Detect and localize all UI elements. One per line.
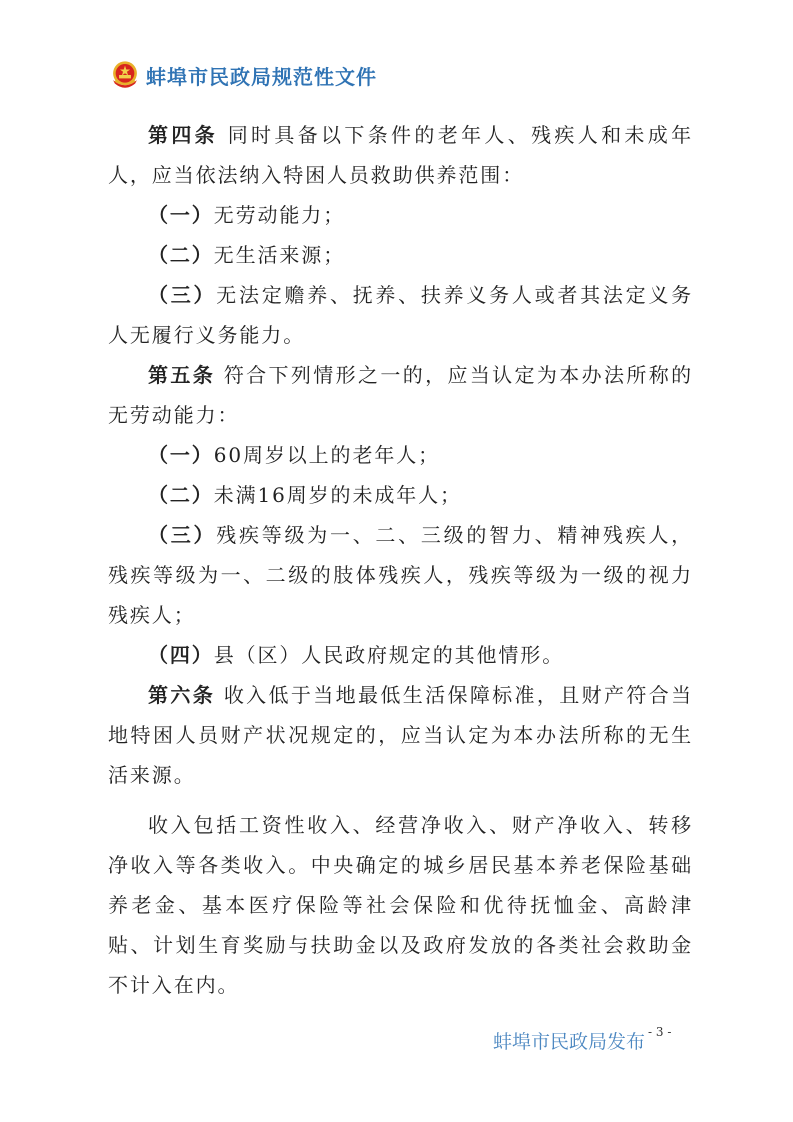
document-body [108, 115, 693, 1005]
paragraph-text: 无法定赡养、抚养、扶养义务人或者其法定义务人无履行义务能力。 [108, 283, 693, 347]
item-number: （二） [148, 243, 214, 267]
paragraph [108, 435, 693, 475]
document-footer [493, 1027, 671, 1054]
paragraph [108, 195, 693, 235]
paragraph [108, 635, 693, 675]
page-number: - 3 - [648, 1025, 672, 1039]
item-number: （三） [148, 523, 217, 547]
paragraph [108, 235, 693, 275]
article-number: 第五条 [148, 363, 216, 387]
paragraph-text: 同时具备以下条件的老年人、残疾人和未成年人，应当依法纳入特困人员救助供养范围： [108, 123, 693, 187]
paragraph-text: 收入包括工资性收入、经营净收入、财产净收入、转移净收入等各类收入。中央确定的城乡居民基本养老保险基础养老金、基本医疗保险等社会保险和优待抚恤金、高龄津贴、计划生育奖励与扶助金以及政府发放的各类社会救助金不计入在内。 [108, 813, 693, 997]
item-number: （三） [148, 283, 217, 307]
header-title: 蚌埠市民政局规范性文件 [146, 64, 377, 89]
article-number: 第四条 [148, 123, 219, 147]
paragraph [108, 515, 693, 635]
national-emblem-icon [108, 58, 142, 92]
item-number: （一） [148, 443, 214, 467]
article-number: 第六条 [148, 683, 216, 707]
paragraph [108, 115, 693, 195]
paragraph [108, 275, 693, 355]
item-number: （二） [148, 483, 214, 507]
paragraph-text: 未满16周岁的未成年人； [213, 483, 462, 507]
paragraph-text: 县（区）人民政府规定的其他情形。 [213, 643, 565, 667]
paragraph-text: 残疾等级为一、二、三级的智力、精神残疾人，残疾等级为一、二级的肢体残疾人，残疾等级为一级的视力残疾人； [108, 523, 693, 627]
paragraph [108, 805, 693, 1005]
paragraph-text: 无劳动能力； [213, 203, 346, 227]
item-number: （四） [148, 643, 214, 667]
paragraph [108, 355, 693, 435]
publisher-label: 蚌埠市民政局发布 [493, 1031, 646, 1053]
paragraph-text: 符合下列情形之一的，应当认定为本办法所称的无劳动能力： [108, 363, 693, 427]
paragraph-text: 60周岁以上的老年人； [213, 443, 441, 467]
item-number: （一） [148, 203, 214, 227]
paragraph [108, 475, 693, 515]
paragraph-text: 无生活来源； [213, 243, 346, 267]
document-header [108, 58, 377, 92]
paragraph-text: 收入低于当地最低生活保障标准，且财产符合当地特困人员财产状况规定的，应当认定为本办法所称的无生活来源。 [108, 683, 693, 787]
paragraph [108, 675, 693, 795]
